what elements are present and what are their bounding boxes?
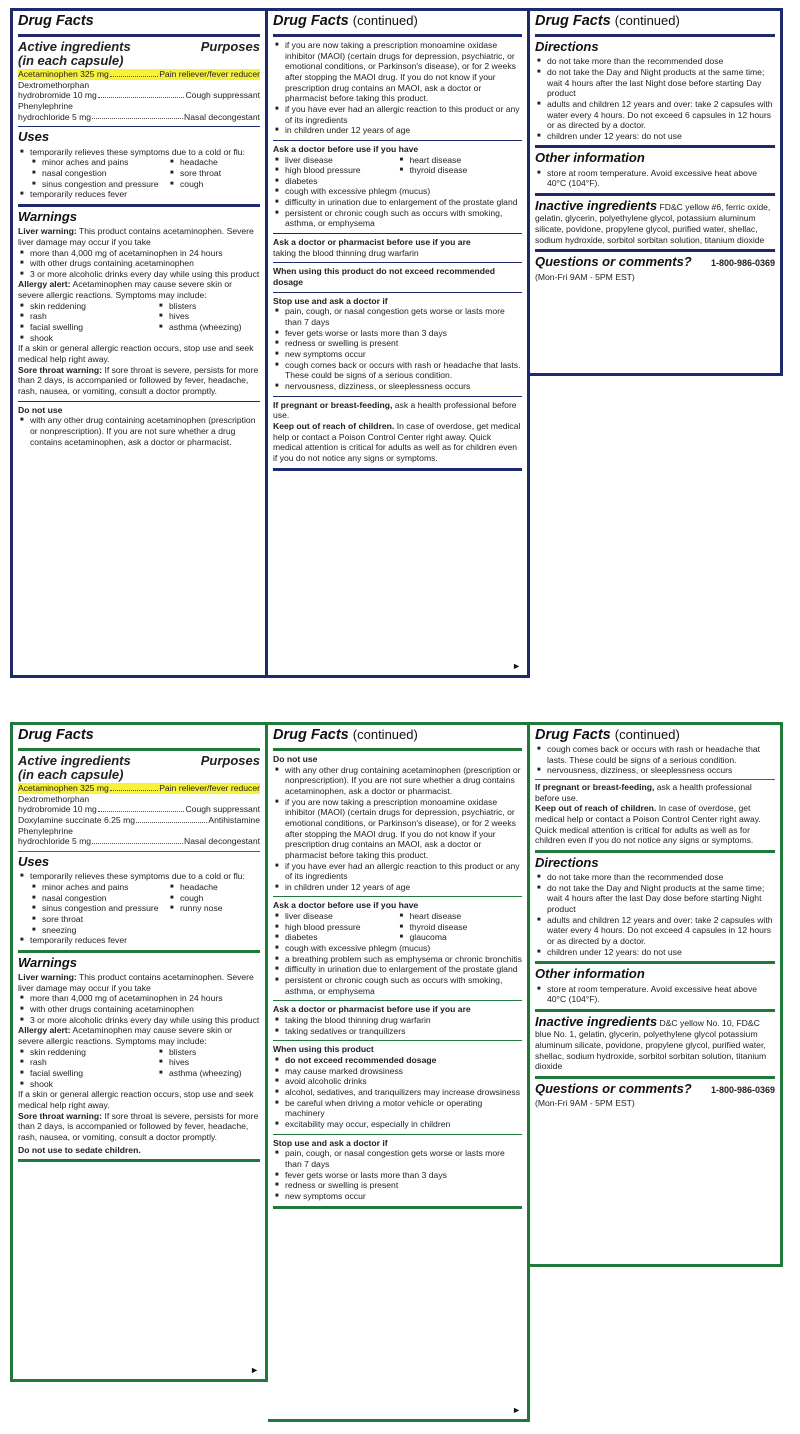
list-item: ■ heart disease bbox=[398, 155, 523, 166]
list-item: ■ with other drugs containing acetaminophen bbox=[18, 1004, 260, 1015]
day-liver-label: Liver warning: bbox=[18, 972, 77, 983]
list-item: ■ with other drugs containing acetaminophen bbox=[18, 258, 260, 269]
list-item: ■ high blood pressure bbox=[273, 922, 398, 933]
list-item: ■ taking the blood thinning drug warfarin bbox=[273, 1015, 522, 1026]
night-ask-pharmacist-text: taking the blood thinning drug warfarin bbox=[273, 247, 419, 258]
list-item: ■ nervousness, dizziness, or sleeplessness occurs bbox=[535, 765, 775, 776]
night-drug-facts-title-cont-2: Drug Facts (continued) bbox=[535, 13, 680, 29]
day-inactive-text: D&C yellow No. 10, FD&C blue No. 1, gelatin, glycerin, polyethylene glycol potassium aluminum silicate, povidone, propylene glycol, purified water, shellac, sodium hydroxide, sorbitol sorbitan solution, titanium dioxide bbox=[535, 1018, 767, 1072]
night-inactive-text: FD&C yellow #6, ferric oxide, gelatin, glycerin, polyethylene glycol, potassium aluminum silicate, povidone, propylene glycol, purified water, shellac, sodium hydroxide, sorbitol sorbitan solution, titanium dioxide bbox=[535, 202, 771, 245]
night-ingredient-row: hydrochloride 5 mg Nasal decongestant bbox=[18, 111, 260, 122]
list-item: ■ diabetes bbox=[273, 176, 522, 187]
list-item: ■ liver disease bbox=[273, 155, 398, 166]
list-item: ■ sinus congestion and pressure bbox=[30, 903, 168, 914]
day-allergy-label: Allergy alert: bbox=[18, 1025, 71, 1036]
continue-arrow-icon: ► bbox=[250, 1364, 259, 1375]
day-keep-out-text: In case of overdose, get medical help or contact a Poison Control Center right away. Quick medical attention is critical for adults as well as for children even if you do not notice any signs or symptoms. bbox=[535, 803, 761, 846]
night-ask-pharmacist-heading: Ask a doctor or pharmacist before use if you are bbox=[273, 237, 471, 248]
list-item: ■ children under 12 years: do not use bbox=[535, 131, 775, 142]
list-item: ■ heart disease bbox=[398, 911, 523, 922]
list-item: ■ pain, cough, or nasal congestion gets worse or lasts more than 7 days bbox=[273, 306, 522, 327]
list-item: ■ adults and children 12 years and over: take 2 capsules with water every 4 hours. Do not exceed 6 capsules in 12 hours or as directed by a doctor. bbox=[535, 99, 775, 131]
night-other-info-heading: Other information bbox=[535, 150, 645, 166]
night-ask-doctor-heading: Ask a doctor before use if you have bbox=[273, 143, 419, 154]
list-item: ■ more than 4,000 mg of acetaminophen in 24 hours bbox=[18, 248, 260, 259]
list-item: ■ sinus congestion and pressure bbox=[30, 179, 168, 190]
day-ingredient-row: Phenylephrine bbox=[18, 825, 73, 836]
day-ingredient-row: hydrochloride 5 mg Nasal decongestant bbox=[18, 836, 260, 847]
night-uses-intro: ■ temporarily relieves these symptoms due to a cold or flu: bbox=[18, 147, 260, 158]
day-warnings-heading: Warnings bbox=[18, 954, 77, 970]
night-column-3 bbox=[530, 8, 783, 376]
list-item: ■ redness or swelling is present bbox=[273, 1180, 522, 1191]
night-sore-label: Sore throat warning: bbox=[18, 364, 103, 375]
night-when-using: When using this product do not exceed recommended dosage bbox=[273, 266, 496, 288]
list-item: ■ in children under 12 years of age bbox=[273, 882, 522, 893]
night-drug-facts-title-cont: Drug Facts (continued) bbox=[273, 13, 418, 29]
list-item: ■ adults and children 12 years and over: take 2 capsules with water every 4 hours. Do not exceed 4 capsules in 12 hours or as directed by a doctor. bbox=[535, 915, 775, 947]
continue-arrow-icon: ► bbox=[512, 660, 521, 671]
night-allergy-label: Allergy alert: bbox=[18, 279, 71, 290]
day-allergy-text: Acetaminophen may cause severe skin or severe allergic reactions. Symptoms may include: bbox=[18, 1025, 233, 1047]
list-item: ■ new symptoms occur bbox=[273, 349, 522, 360]
night-uses-fever: ■ temporarily reduces fever bbox=[18, 189, 260, 200]
night-allergy-text: Acetaminophen may cause severe skin or severe allergic reactions. Symptoms may include: bbox=[18, 279, 233, 301]
list-item: ■ nervousness, dizziness, or sleeplessness occurs bbox=[273, 381, 522, 392]
night-uses-heading: Uses bbox=[18, 129, 50, 145]
night-drug-facts-title: Drug Facts bbox=[18, 13, 94, 29]
day-drug-facts-title-cont-2: Drug Facts (continued) bbox=[535, 727, 680, 743]
night-sore-text: If sore throat is severe, persists for more than 2 days, is accompanied or followed by fever, headache, rash, nausea, or vomiting, consult a doctor promptly. bbox=[18, 364, 259, 397]
night-allergy-after: If a skin or general allergic reaction occurs, stop use and seek medical help right away. bbox=[18, 343, 254, 365]
list-item: ■ headache bbox=[168, 157, 260, 168]
night-label-panel bbox=[10, 8, 783, 678]
list-item: ■ store at room temperature. Avoid excessive heat above 40°C (104°F). bbox=[535, 984, 775, 1005]
list-item: ■ sore throat bbox=[168, 168, 260, 179]
list-item: ■ shook bbox=[18, 1079, 157, 1090]
list-item: ■ if you have ever had an allergic reaction to this product or any of its ingredients bbox=[273, 104, 522, 125]
list-item: ■ asthma (wheezing) bbox=[157, 322, 260, 333]
night-ingredient-row: Acetaminophen 325 mg Pain reliever/fever reducer bbox=[18, 69, 260, 80]
night-hours: (Mon-Fri 9AM - 5PM EST) bbox=[535, 271, 635, 282]
night-pregnant-label: If pregnant or breast-feeding, bbox=[273, 399, 393, 410]
day-active-ingredients-heading: Active ingredients bbox=[18, 752, 131, 768]
list-item: ■ new symptoms occur bbox=[273, 1191, 522, 1202]
list-item: ■ glaucoma bbox=[398, 932, 523, 943]
list-item: ■ minor aches and pains bbox=[30, 882, 168, 893]
day-do-not-use-heading: Do not use bbox=[273, 753, 318, 764]
night-ingredient-row: Dextromethorphan bbox=[18, 79, 90, 90]
continue-arrow-icon: ► bbox=[512, 1404, 521, 1415]
list-item: ■ redness or swelling is present bbox=[273, 338, 522, 349]
list-item: ■ cough with excessive phlegm (mucus) bbox=[273, 186, 522, 197]
list-item: ■ cough comes back or occurs with rash or headache that lasts. These could be signs of a serious condition. bbox=[535, 744, 775, 765]
list-item: ■ do not take the Day and Night products at the same time; wait 4 hours after the last Day dose before starting Night product bbox=[535, 883, 775, 915]
list-item: ■ cough bbox=[168, 179, 260, 190]
day-purposes-heading: Purposes bbox=[200, 752, 260, 768]
night-column-2 bbox=[268, 8, 530, 678]
list-item: ■ minor aches and pains bbox=[30, 157, 168, 168]
list-item: ■ cough bbox=[168, 893, 260, 904]
night-active-sub: (in each capsule) bbox=[18, 53, 124, 69]
list-item: ■ sneezing bbox=[30, 925, 168, 936]
list-item: ■ fever gets worse or lasts more than 3 days bbox=[273, 1170, 522, 1181]
list-item: ■ cough with excessive phlegm (mucus) bbox=[273, 943, 522, 954]
list-item: ■ do not take more than the recommended dose bbox=[535, 56, 775, 67]
list-item: ■ in children under 12 years of age bbox=[273, 125, 522, 136]
list-item: ■ store at room temperature. Avoid excessive heat above 40°C (104°F). bbox=[535, 168, 775, 189]
day-column-1 bbox=[10, 722, 268, 1382]
list-item: ■ facial swelling bbox=[18, 1068, 157, 1079]
list-item: ■ 3 or more alcoholic drinks every day while using this product bbox=[18, 1015, 260, 1026]
day-sore-label: Sore throat warning: bbox=[18, 1110, 103, 1121]
list-item: ■ difficulty in urination due to enlargement of the prostate gland bbox=[273, 197, 522, 208]
night-directions-heading: Directions bbox=[535, 38, 599, 54]
day-ask-pharmacist-heading: Ask a doctor or pharmacist before use if you are bbox=[273, 1004, 471, 1015]
night-warnings-heading: Warnings bbox=[18, 208, 77, 224]
night-inactive-heading: Inactive ingredients bbox=[535, 198, 658, 214]
day-liver-text: This product contains acetaminophen. Severe liver damage may occur if you take bbox=[18, 972, 254, 993]
list-item: ■ skin reddening bbox=[18, 1047, 157, 1058]
list-item: ■ do not take more than the recommended dose bbox=[535, 872, 775, 883]
list-item: ■ headache bbox=[168, 882, 260, 893]
night-questions-heading: Questions or comments? bbox=[535, 254, 692, 270]
list-item: ■ diabetes bbox=[273, 932, 398, 943]
day-uses-intro: ■ temporarily relieves these symptoms due to a cold or flu: bbox=[18, 871, 260, 882]
list-item: ■ persistent or chronic cough such as occurs with smoking, asthma, or emphysema bbox=[273, 208, 522, 229]
list-item: ■ with any other drug containing acetaminophen (prescription or nonprescription). If you are not sure whether a drug contains acetaminophen, ask a doctor or pharmacist. bbox=[273, 765, 522, 797]
day-ingredient-row: Dextromethorphan bbox=[18, 793, 90, 804]
list-item: ■ avoid alcoholic drinks bbox=[273, 1076, 522, 1087]
list-item: ■ do not take the Day and Night products at the same time; wait 4 hours after the last Night dose before starting Day product bbox=[535, 67, 775, 99]
list-item: ■ hives bbox=[157, 311, 260, 322]
night-pregnant-text: ask a health professional before use. bbox=[273, 399, 517, 421]
day-drug-facts-title: Drug Facts bbox=[18, 727, 94, 743]
day-label-panel bbox=[10, 722, 783, 1422]
list-item: ■ thyroid disease bbox=[398, 922, 523, 933]
day-inactive-heading: Inactive ingredients bbox=[535, 1014, 658, 1029]
list-item: ■ sore throat bbox=[30, 914, 168, 925]
list-item: ■ nasal congestion bbox=[30, 168, 168, 179]
day-ingredient-row: Doxylamine succinate 6.25 mg Antihistamine bbox=[18, 815, 260, 825]
list-item: ■ blisters bbox=[157, 301, 260, 312]
list-item: ■ do not exceed recommended dosage bbox=[273, 1055, 522, 1066]
day-ask-doctor-heading: Ask a doctor before use if you have bbox=[273, 900, 419, 911]
list-item: ■ 3 or more alcoholic drinks every day while using this product bbox=[18, 269, 260, 280]
list-item: ■ blisters bbox=[157, 1047, 260, 1058]
list-item: ■ alcohol, sedatives, and tranquilizers may increase drowsiness bbox=[273, 1087, 522, 1098]
day-sore-text: If sore throat is severe, persists for more than 2 days, is accompanied or followed by fever, headache, rash, nausea, or vomiting, consult a doctor promptly. bbox=[18, 1110, 259, 1142]
night-active-ingredients-heading: Active ingredients bbox=[18, 38, 131, 54]
day-ingredient-row: Acetaminophen 325 mg Pain reliever/fever reducer bbox=[18, 783, 260, 794]
list-item: ■ high blood pressure bbox=[273, 165, 398, 176]
day-keep-out-label: Keep out of reach of children. bbox=[535, 803, 657, 814]
night-ingredient-row: Phenylephrine bbox=[18, 101, 73, 111]
day-pregnant-text: ask a health professional before use. bbox=[535, 781, 752, 803]
day-directions-heading: Directions bbox=[535, 854, 599, 870]
list-item: ■ children under 12 years: do not use bbox=[535, 947, 775, 958]
night-stop-use-heading: Stop use and ask a doctor if bbox=[273, 295, 388, 306]
day-do-not-sedate: Do not use to sedate children. bbox=[18, 1144, 141, 1155]
day-active-sub: (in each capsule) bbox=[18, 767, 124, 783]
day-pregnant-label: If pregnant or breast-feeding, bbox=[535, 781, 655, 792]
day-stop-use-heading: Stop use and ask a doctor if bbox=[273, 1137, 388, 1148]
night-keep-out-text: In case of overdose, get medical help or contact a Poison Control Center right away. Quick medical attention is critical for adults as well as for children even if you do not notice any signs or symptoms. bbox=[273, 420, 521, 463]
list-item: ■ nasal congestion bbox=[30, 893, 168, 904]
list-item: ■ difficulty in urination due to enlargement of the prostate gland bbox=[273, 964, 522, 975]
night-keep-out-label: Keep out of reach of children. bbox=[273, 420, 395, 431]
list-item: ■ hives bbox=[157, 1057, 260, 1068]
day-phone-number: 1-800-986-0369 bbox=[710, 1084, 775, 1095]
list-item: ■ with any other drug containing acetaminophen (prescription or nonprescription). If you are not sure whether a drug contains acetaminophen, ask a doctor or pharmacist. bbox=[18, 415, 260, 447]
list-item: ■ thyroid disease bbox=[398, 165, 523, 176]
list-item: ■ persistent or chronic cough such as occurs with smoking, asthma, or emphysema bbox=[273, 975, 522, 996]
list-item: ■ fever gets worse or lasts more than 3 days bbox=[273, 328, 522, 339]
list-item: ■ if you have ever had an allergic reaction to this product or any of its ingredients bbox=[273, 861, 522, 882]
night-do-not-use-heading: Do not use bbox=[18, 404, 63, 415]
night-liver-label: Liver warning: bbox=[18, 226, 77, 237]
day-column-2 bbox=[268, 722, 530, 1422]
list-item: ■ taking sedatives or tranquilizers bbox=[273, 1026, 522, 1037]
list-item: ■ facial swelling bbox=[18, 322, 157, 333]
list-item: ■ asthma (wheezing) bbox=[157, 1068, 260, 1079]
list-item: ■ more than 4,000 mg of acetaminophen in 24 hours bbox=[18, 993, 260, 1004]
day-allergy-after: If a skin or general allergic reaction occurs, stop use and seek medical help right away. bbox=[18, 1089, 254, 1111]
day-ingredient-row: hydrobromide 10 mg Cough suppressant bbox=[18, 804, 260, 815]
night-column-1 bbox=[10, 8, 268, 678]
list-item: ■ if you are now taking a prescription monoamine oxidase inhibitor (MAOI) (certain drugs for depression, psychiatric, or emotional conditions, or Parkinson's disease), or for 2 weeks after stopping the MAOI drug. If you do not know if your prescription drug contains an MAOI, ask a doctor or pharmacist before taking this product. bbox=[273, 797, 522, 861]
night-ingredient-row: hydrobromide 10 mg Cough suppressant bbox=[18, 90, 260, 101]
list-item: ■ cough comes back or occurs with rash or headache that lasts. These could be signs of a serious condition. bbox=[273, 360, 522, 381]
list-item: ■ runny nose bbox=[168, 903, 260, 914]
day-when-using-heading: When using this product bbox=[273, 1044, 374, 1055]
day-column-3 bbox=[530, 722, 783, 1267]
list-item: ■ liver disease bbox=[273, 911, 398, 922]
list-item: ■ a breathing problem such as emphysema or chronic bronchitis bbox=[273, 954, 522, 965]
day-questions-heading: Questions or comments? bbox=[535, 1080, 692, 1096]
day-drug-facts-title-cont: Drug Facts (continued) bbox=[273, 727, 418, 743]
list-item: ■ if you are now taking a prescription monoamine oxidase inhibitor (MAOI) (certain drugs for depression, psychiatric, or emotional conditions, or Parkinson's disease), or for 2 weeks after stopping the MAOI drug. If you do not know if your prescription drug contains an MAOI, ask a doctor or pharmacist before taking this product. bbox=[273, 40, 522, 104]
list-item: ■ shook bbox=[18, 333, 157, 344]
list-item: ■ skin reddening bbox=[18, 301, 157, 312]
night-purposes-heading: Purposes bbox=[200, 38, 260, 54]
night-liver-text: This product contains acetaminophen. Severe liver damage may occur if you take bbox=[18, 226, 254, 247]
day-other-info-heading: Other information bbox=[535, 966, 645, 982]
list-item: ■ pain, cough, or nasal congestion gets worse or lasts more than 7 days bbox=[273, 1148, 522, 1169]
list-item: ■ excitability may occur, especially in children bbox=[273, 1119, 522, 1130]
list-item: ■ rash bbox=[18, 1057, 157, 1068]
night-phone-number: 1-800-986-0369 bbox=[710, 258, 775, 269]
day-hours: (Mon-Fri 9AM - 5PM EST) bbox=[535, 1098, 635, 1109]
day-uses-fever: ■ temporarily reduces fever bbox=[18, 935, 260, 946]
list-item: ■ rash bbox=[18, 311, 157, 322]
list-item: ■ be careful when driving a motor vehicle or operating machinery bbox=[273, 1098, 522, 1119]
list-item: ■ may cause marked drowsiness bbox=[273, 1066, 522, 1077]
day-uses-heading: Uses bbox=[18, 853, 50, 869]
